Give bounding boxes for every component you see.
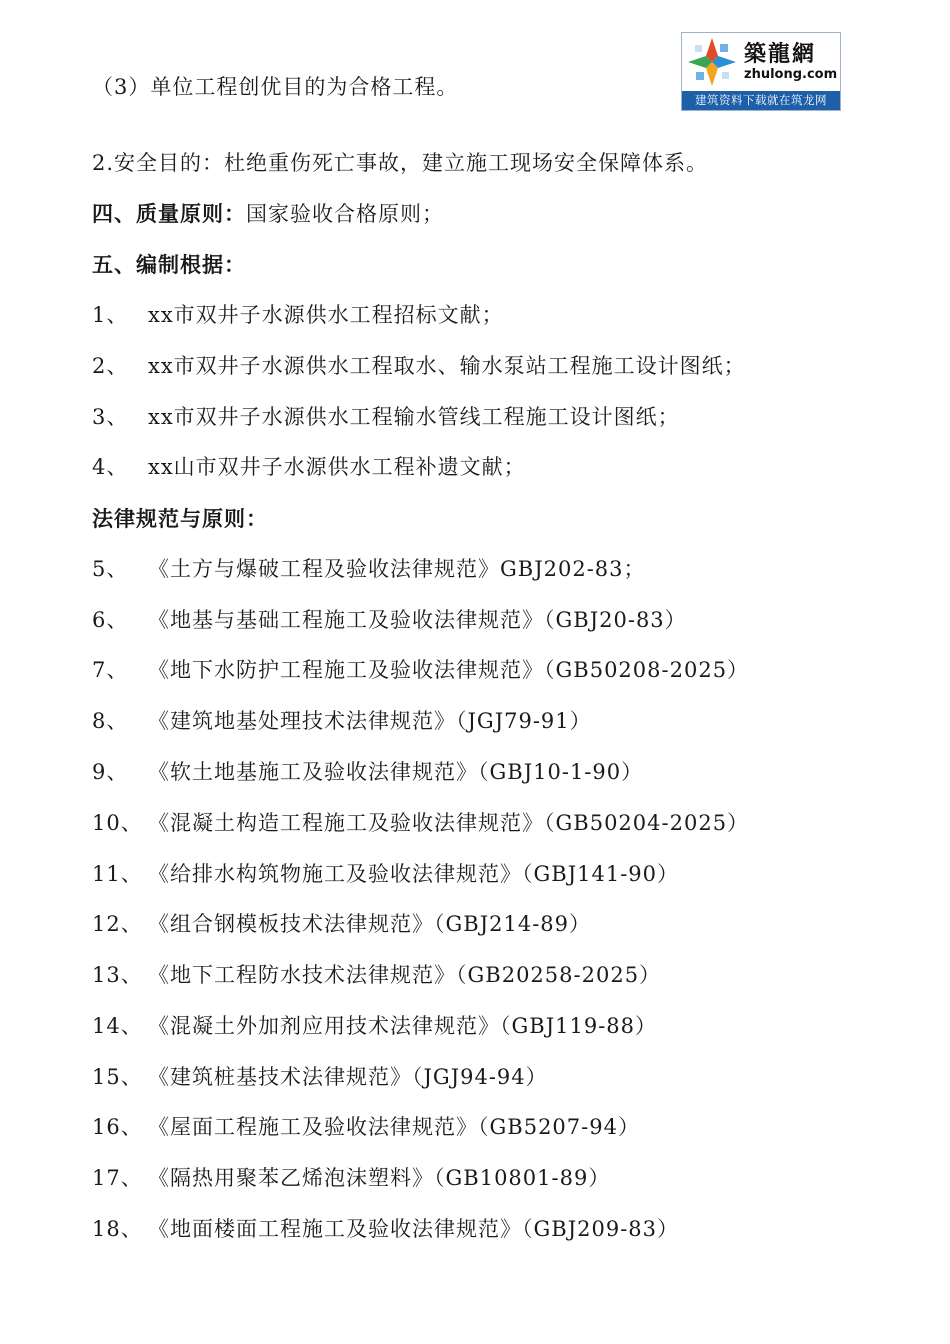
- quality-goal-line: （3）单位工程创优目的为合格工程。: [92, 75, 459, 99]
- list-item: 13、 《地下工程防水技术法律规范》（GB20258-2025）: [92, 963, 662, 987]
- list-item: 1、 xx市双井子水源供水工程招标文献；: [92, 303, 504, 327]
- list-item: 16、 《屋面工程施工及验收法律规范》（GB5207-94）: [92, 1115, 640, 1139]
- list-item: 9、 《软土地基施工及验收法律规范》（GBJ10-1-90）: [92, 760, 644, 784]
- list-item: 14、 《混凝土外加剂应用技术法律规范》（GBJ119-88）: [92, 1014, 658, 1038]
- list-item: 18、 《地面楼面工程施工及验收法律规范》（GBJ209-83）: [92, 1217, 680, 1241]
- section-heading-basis: 五、编制根据：: [92, 253, 246, 277]
- list-item: 4、 xx山市双井子水源供水工程补遗文献；: [92, 455, 526, 479]
- list-item: 15、 《建筑桩基技术法律规范》（JGJ94-94）: [92, 1065, 548, 1089]
- safety-goal-line: 2.安全目的：杜绝重伤死亡事故，建立施工现场安全保障体系。: [92, 151, 709, 175]
- list-item: 10、 《混凝土构造工程施工及验收法律规范》（GB50204-2025）: [92, 811, 750, 835]
- list-item: 3、 xx市双井子水源供水工程输水管线工程施工设计图纸；: [92, 405, 680, 429]
- quality-principle-value: 国家验收合格原则；: [246, 202, 444, 226]
- list-item: 8、 《建筑地基处理技术法律规范》（JGJ79-91）: [92, 709, 592, 733]
- section-heading-quality: 四、质量原则：: [92, 202, 246, 226]
- list-item: 5、 《土方与爆破工程及验收法律规范》GBJ202-83；: [92, 557, 646, 581]
- list-item: 11、 《给排水构筑物施工及验收法律规范》（GBJ141-90）: [92, 862, 680, 886]
- logo-chinese-name: 築龍網: [744, 41, 817, 67]
- zhulong-logo: [681, 32, 841, 111]
- logo-domain: zhulong.com: [744, 67, 838, 82]
- section-heading-laws: 法律规范与原则：: [92, 507, 268, 531]
- list-item: 2、 xx市双井子水源供水工程取水、输水泵站工程施工设计图纸；: [92, 354, 746, 378]
- list-item: 12、 《组合钢模板技术法律规范》（GBJ214-89）: [92, 912, 592, 936]
- quality-principle-line: [92, 201, 444, 227]
- list-item: 6、 《地基与基础工程施工及验收法律规范》（GBJ20-83）: [92, 608, 687, 632]
- list-item: 17、 《隔热用聚苯乙烯泡沫塑料》（GB10801-89）: [92, 1166, 611, 1190]
- logo-tagline: 建筑资料下载就在筑龙网: [682, 91, 840, 110]
- list-item: 7、 《地下水防护工程施工及验收法律规范》（GB50208-2025）: [92, 658, 750, 682]
